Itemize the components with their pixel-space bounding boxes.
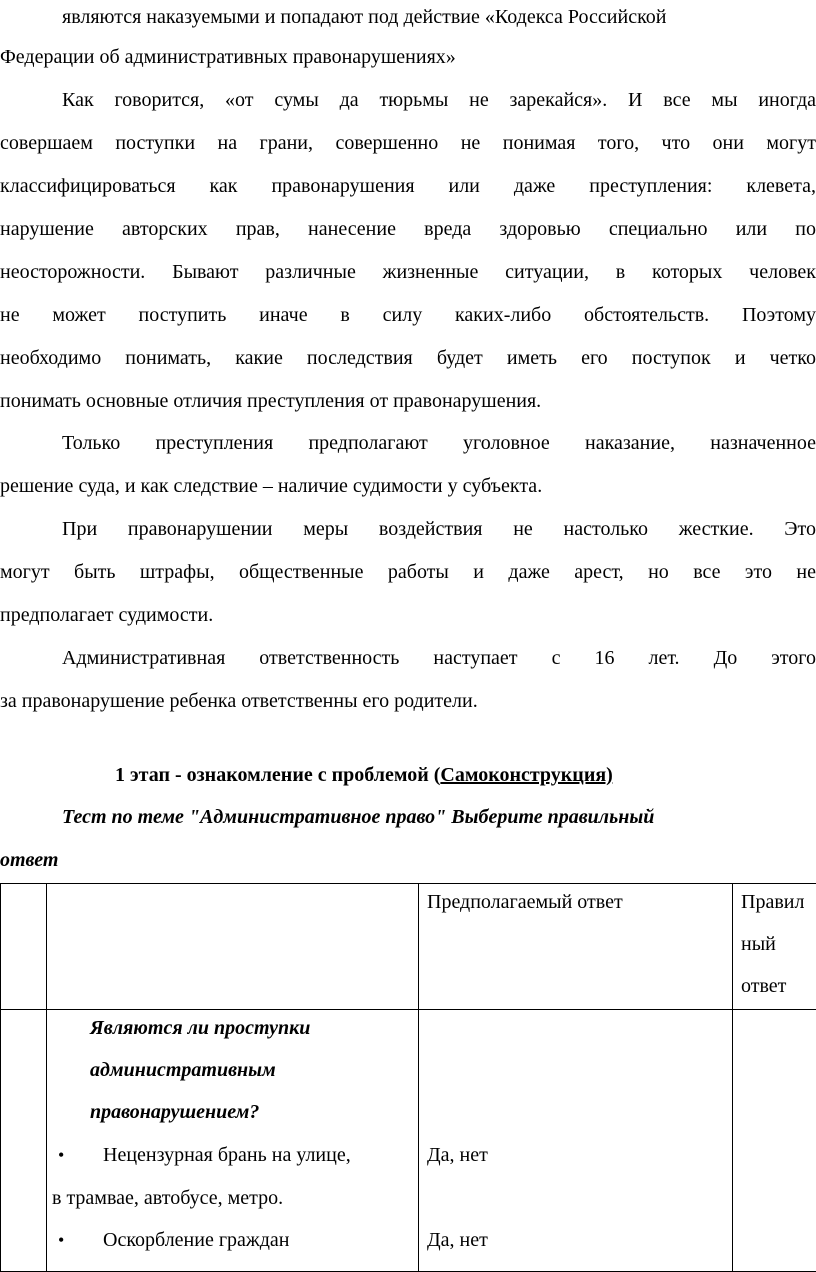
table-cell	[419, 1010, 733, 1272]
text-line: классифицироваться как правонарушения или даже преступления: клевета,	[0, 175, 816, 197]
table-header-row	[1, 884, 816, 1010]
table-cell	[1, 884, 47, 1010]
text-line: необходимо понимать, какие последствия будет иметь его поступок и четко	[0, 347, 816, 369]
text-line: предполагает судимости.	[0, 604, 214, 626]
text-line: При правонарушении меры воздействия не настолько жесткие. Это	[62, 518, 816, 540]
test-title: ответ	[0, 849, 59, 871]
stage-prefix: 1 этап - ознакомление с проблемой (	[115, 764, 441, 786]
col-header-correct: Правил	[741, 891, 805, 913]
text-line: за правонарушение ребенка ответственны его родители.	[0, 690, 478, 712]
col-header-expected: Предполагаемый ответ	[427, 891, 623, 913]
text-line: решение суда, и как следствие – наличие судимости у субъекта.	[0, 475, 543, 497]
text-line: неосторожности. Бывают различные жизненные ситуации, в которых человек	[0, 261, 816, 283]
stage-link[interactable]: Самоконструкция)	[440, 764, 613, 786]
list-item: Оскорбление граждан	[103, 1229, 290, 1251]
table-cell	[733, 884, 816, 1010]
table-cell	[419, 884, 733, 1010]
answer-options: Да, нет	[427, 1229, 488, 1251]
test-table	[0, 883, 816, 1272]
bullet-icon: •	[58, 1145, 65, 1165]
table-cell	[47, 1010, 419, 1272]
text-line: являются наказуемыми и попадают под действие «Кодекса Российской	[62, 6, 667, 28]
question-text: правонарушением?	[90, 1101, 260, 1123]
table-cell	[733, 1010, 816, 1272]
text-line: Федерации об административных правонарушениях»	[0, 46, 456, 68]
text-line: могут быть штрафы, общественные работы и даже арест, но все это не	[0, 561, 816, 583]
table-cell	[47, 884, 419, 1010]
text-line: нарушение авторских прав, нанесение вреда здоровью специально или по	[0, 218, 816, 240]
text-line: Как говорится, «от сумы да тюрьмы не зарекайся». И все мы иногда	[62, 89, 816, 111]
question-text: административным	[90, 1059, 276, 1081]
bullet-icon: •	[58, 1230, 65, 1250]
text-line: совершаем поступки на грани, совершенно не понимая того, что они могут	[0, 132, 816, 154]
text-line: понимать основные отличия преступления от правонарушения.	[0, 390, 542, 412]
text-line: Только преступления предполагают уголовное наказание, назначенное	[62, 432, 816, 454]
col-header-correct: ответ	[741, 975, 787, 997]
col-header-correct: ный	[741, 933, 776, 955]
table-row	[1, 1010, 816, 1272]
test-title: Тест по теме "Административное право" Выберите правильный	[62, 806, 655, 828]
list-item: Нецензурная брань на улице,	[103, 1144, 351, 1166]
stage-heading	[115, 763, 613, 787]
answer-options: Да, нет	[427, 1144, 488, 1166]
table-cell	[1, 1010, 47, 1272]
question-text: Являются ли проступки	[90, 1017, 311, 1039]
text-line: Административная ответственность наступает с 16 лет. До этого	[62, 647, 816, 669]
list-item: в трамвае, автобусе, метро.	[52, 1187, 284, 1209]
text-line: не может поступить иначе в силу каких-либо обстоятельств. Поэтому	[0, 304, 816, 326]
